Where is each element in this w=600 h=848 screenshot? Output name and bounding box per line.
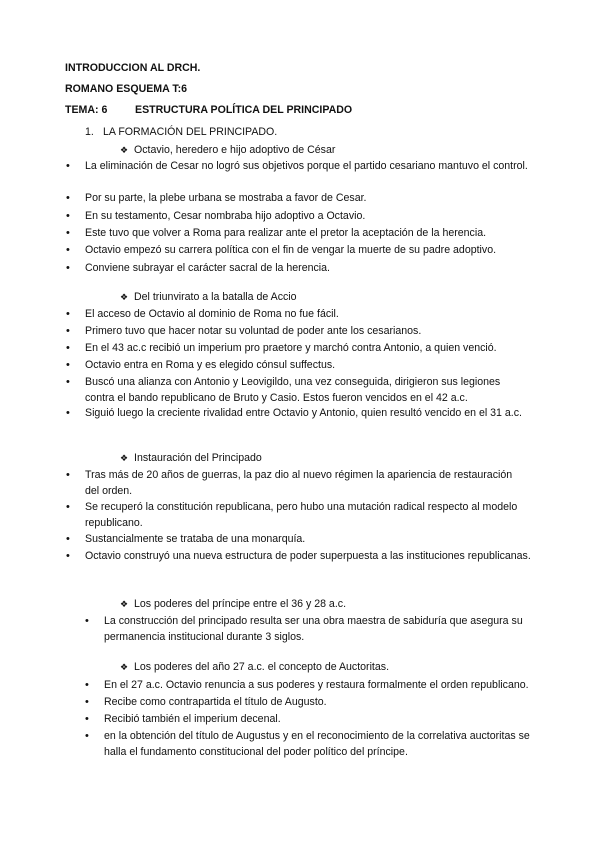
list-item-text: Octavio empezó su carrera política con el fin de vengar la muerte de su padre adoptivo. — [85, 244, 497, 256]
list-item — [85, 694, 544, 710]
list-item-text: Se recuperó la constitución republicana, pero hubo una mutación radical respecto al modelo republicano. — [85, 501, 518, 529]
bullet-icon: • — [85, 615, 89, 627]
subheading-text: Del triunvirato a la batalla de Accio — [134, 291, 297, 303]
list-item — [66, 357, 545, 373]
list-item-text: Buscó una alianza con Antonio y Leovigildo, una vez conseguida, dirigieron sus legiones contra el bando republicano de Bruto y Casio. Estos fueron vencidos en el 42 a.c. — [85, 376, 501, 404]
bullet-icon: • — [66, 308, 70, 320]
list-item-text: Octavio construyó una nueva estructura de poder superpuesta a las instituciones republicanas. — [85, 550, 531, 562]
subheading-text: Octavio, heredero e hijo adoptivo de César — [134, 144, 336, 156]
list-item-text: El acceso de Octavio al dominio de Roma no fue fácil. — [85, 308, 339, 320]
section-title: LA FORMACIÓN DEL PRINCIPADO. — [103, 126, 278, 138]
diamond-bullet-icon: ❖ — [120, 145, 129, 155]
list-item-text: En su testamento, Cesar nombraba hijo adoptivo a Octavio. — [85, 210, 366, 222]
bullet-icon: • — [66, 192, 70, 204]
bullet-icon: • — [85, 679, 89, 691]
list-item — [66, 260, 545, 276]
list-item — [85, 613, 549, 645]
bullet-icon: • — [66, 550, 70, 562]
list-item — [66, 158, 545, 174]
bullet-icon: • — [85, 696, 89, 708]
bullet-icon: • — [66, 342, 70, 354]
list-item-text: En el 27 a.c. Octavio renuncia a sus poderes y restaura formalmente el orden republicano. — [104, 679, 529, 691]
list-item-text: Recibe como contrapartida el título de Augusto. — [104, 696, 327, 708]
topic-title: ESTRUCTURA POLÍTICA DEL PRINCIPADO — [135, 104, 353, 116]
subheading-text: Los poderes del príncipe entre el 36 y 28 a.c. — [134, 598, 347, 610]
bullet-icon: • — [66, 210, 70, 222]
bullet-icon: • — [66, 407, 70, 419]
course-title: INTRODUCCION AL DRCH. — [65, 62, 201, 74]
list-item — [66, 467, 525, 499]
section-heading — [85, 125, 277, 139]
list-item — [66, 306, 545, 322]
bullet-icon: • — [66, 376, 70, 388]
list-item — [66, 208, 545, 224]
list-item-text: En el 43 ac.c recibió un imperium pro praetore y marchó contra Antonio, a quien venció. — [85, 342, 497, 354]
list-item — [66, 323, 545, 339]
bullet-icon: • — [66, 469, 70, 481]
list-item — [85, 728, 544, 760]
list-item — [66, 531, 545, 547]
list-item-text: Octavio entra en Roma y es elegido cónsul suffectus. — [85, 359, 336, 371]
list-item — [66, 190, 545, 206]
subheading — [120, 290, 297, 304]
list-item-text: Primero tuvo que hacer notar su voluntad de poder ante los cesarianos. — [85, 325, 422, 337]
list-item-text: La construcción del principado resulta ser una obra maestra de sabiduría que asegura su permanencia institucional durante 3 siglos. — [104, 615, 523, 643]
list-item-text: Sustancialmente se trataba de una monarquía. — [85, 533, 306, 545]
list-item — [66, 374, 525, 406]
list-item-text: Conviene subrayar el carácter sacral de la herencia. — [85, 262, 330, 274]
bullet-icon: • — [66, 533, 70, 545]
list-item — [66, 225, 565, 241]
subheading — [120, 660, 389, 674]
list-item-text: Tras más de 20 años de guerras, la paz dio al nuevo régimen la apariencia de restauración del orden. — [85, 469, 513, 497]
list-item — [66, 499, 545, 531]
topic-heading — [65, 103, 352, 117]
list-item-text: Recibió también el imperium decenal. — [104, 713, 281, 725]
bullet-icon: • — [66, 359, 70, 371]
topic-number: TEMA: 6 — [65, 104, 108, 116]
list-item — [85, 711, 544, 727]
diamond-bullet-icon: ❖ — [120, 662, 129, 672]
list-item — [66, 405, 545, 421]
list-item-text: La eliminación de Cesar no logró sus objetivos porque el partido cesariano mantuvo el control. — [85, 160, 528, 172]
outline-title: ROMANO ESQUEMA T:6 — [65, 83, 188, 95]
diamond-bullet-icon: ❖ — [120, 599, 129, 609]
bullet-icon: • — [66, 325, 70, 337]
list-item-text: Siguió luego la creciente rivalidad entre Octavio y Antonio, quien resultó vencido en el 31 a.c. — [85, 407, 522, 419]
subheading — [120, 451, 262, 465]
section-number: 1. — [85, 126, 94, 138]
subheading-text: Instauración del Principado — [134, 452, 262, 464]
bullet-icon: • — [66, 262, 70, 274]
list-item-text: en la obtención del título de Augustus y en el reconocimiento de la correlativa auctoritas se halla el fundamento constitucional del poder político del príncipe. — [104, 730, 530, 758]
list-item — [66, 242, 565, 258]
subheading — [120, 143, 335, 157]
list-item — [85, 677, 584, 693]
bullet-icon: • — [66, 244, 70, 256]
bullet-icon: • — [85, 713, 89, 725]
bullet-icon: • — [66, 227, 70, 239]
diamond-bullet-icon: ❖ — [120, 453, 129, 463]
list-item — [66, 548, 545, 564]
bullet-icon: • — [66, 501, 70, 513]
subheading — [120, 597, 346, 611]
list-item-text: Este tuvo que volver a Roma para realizar ante el pretor la aceptación de la herencia. — [85, 227, 487, 239]
list-item-text: Por su parte, la plebe urbana se mostraba a favor de Cesar. — [85, 192, 367, 204]
bullet-icon: • — [66, 160, 70, 172]
subheading-text: Los poderes del año 27 a.c. el concepto de Auctoritas. — [134, 661, 390, 673]
diamond-bullet-icon: ❖ — [120, 292, 129, 302]
bullet-icon: • — [85, 730, 89, 742]
list-item — [66, 340, 565, 356]
